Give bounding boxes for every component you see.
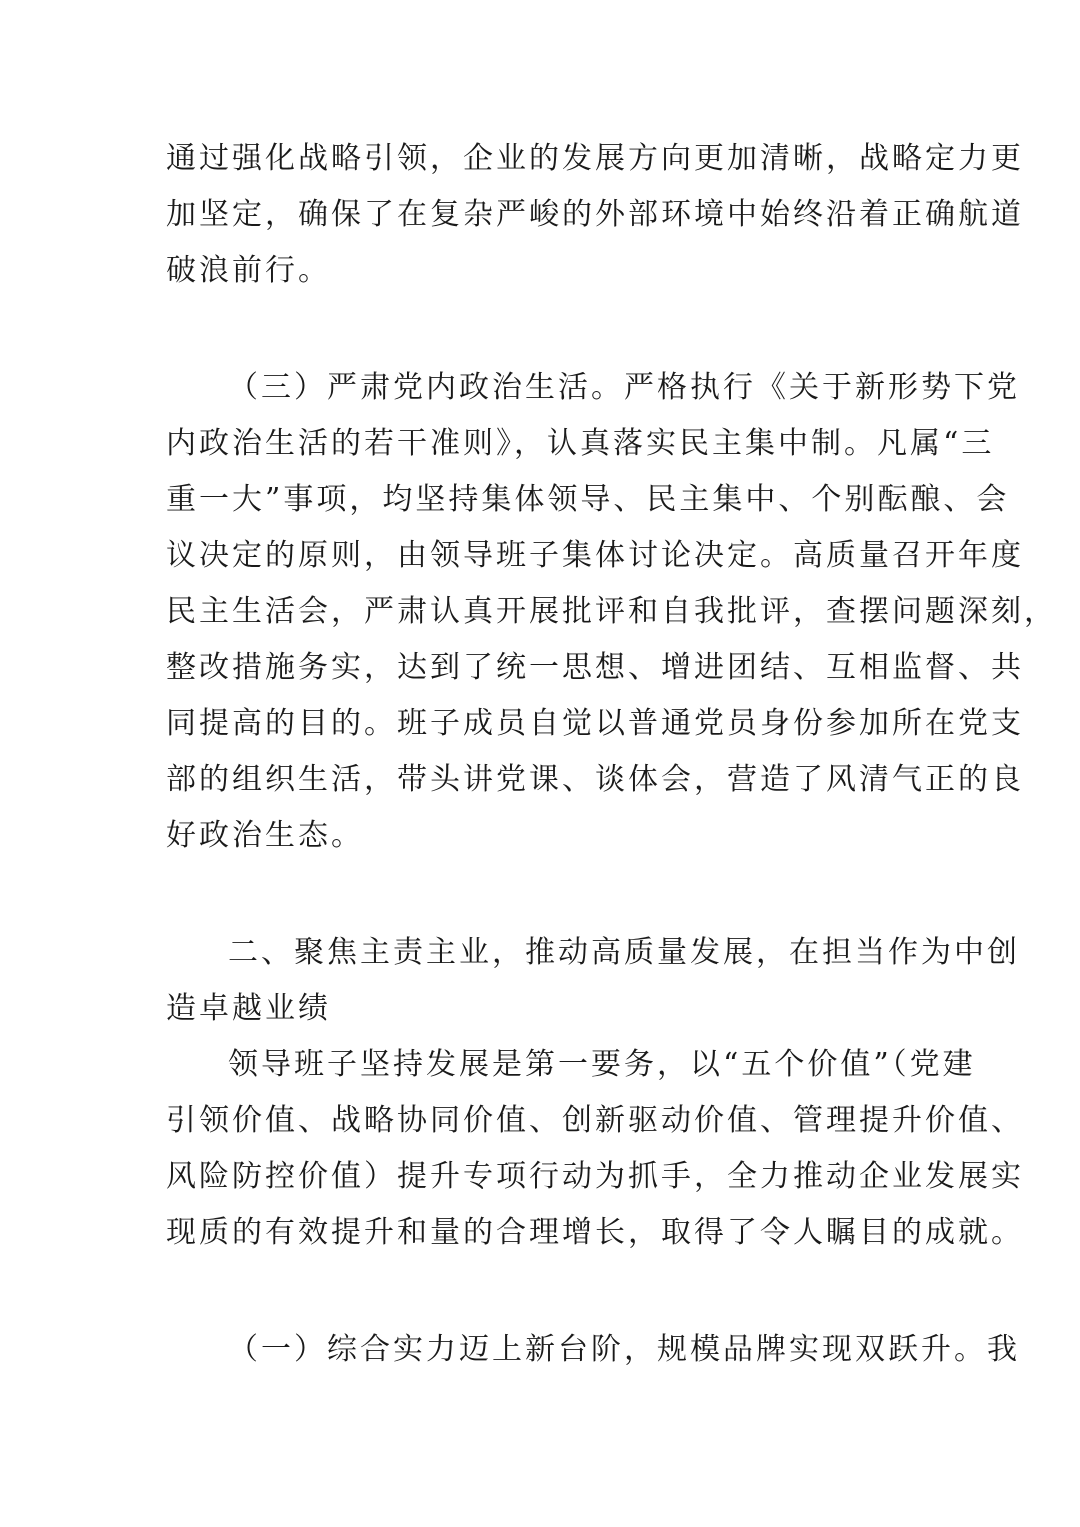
text-line: 整改措施务实，达到了统一思想、增进团结、互相监督、共 [166, 650, 1024, 685]
text-line: 重一大”事项，均坚持集体领导、民主集中、个别酝酿、会 [166, 482, 1010, 517]
text-line: 引领价值、战略协同价值、创新驱动价值、管理提升价值、 [166, 1103, 1024, 1138]
text-line: 内政治生活的若干准则》，认真落实民主集中制。凡属“三 [166, 426, 995, 461]
text-line: 风险防控价值）提升专项行动为抓手，全力推动企业发展实 [166, 1159, 1024, 1194]
text-line: 破浪前行。 [166, 253, 331, 288]
text-line: 领导班子坚持发展是第一要务，以“五个价值”（党建 [228, 1047, 976, 1082]
section-heading: 二、聚焦主责主业，推动高质量发展，在担当作为中创 [228, 935, 1020, 970]
text-line: 同提高的目的。班子成员自觉以普通党员身份参加所在党支 [166, 706, 1024, 741]
text-line: （一）综合实力迈上新台阶，规模品牌实现双跃升。我 [228, 1332, 1020, 1367]
text-line: 通过强化战略引领，企业的发展方向更加清晰，战略定力更 [166, 141, 1024, 176]
text-line: 现质的有效提升和量的合理增长，取得了令人瞩目的成就。 [166, 1215, 1024, 1250]
section-heading: 造卓越业绩 [166, 991, 331, 1026]
text-line: （三）严肃党内政治生活。严格执行《关于新形势下党 [228, 370, 1020, 405]
text-line: 民主生活会，严肃认真开展批评和自我批评，查摆问题深刻， [166, 594, 1057, 629]
text-line: 好政治生态。 [166, 818, 364, 853]
text-line: 议决定的原则，由领导班子集体讨论决定。高质量召开年度 [166, 538, 1024, 573]
text-line: 部的组织生活，带头讲党课、谈体会，营造了风清气正的良 [166, 762, 1024, 797]
text-line: 加坚定，确保了在复杂严峻的外部环境中始终沿着正确航道 [166, 197, 1024, 232]
